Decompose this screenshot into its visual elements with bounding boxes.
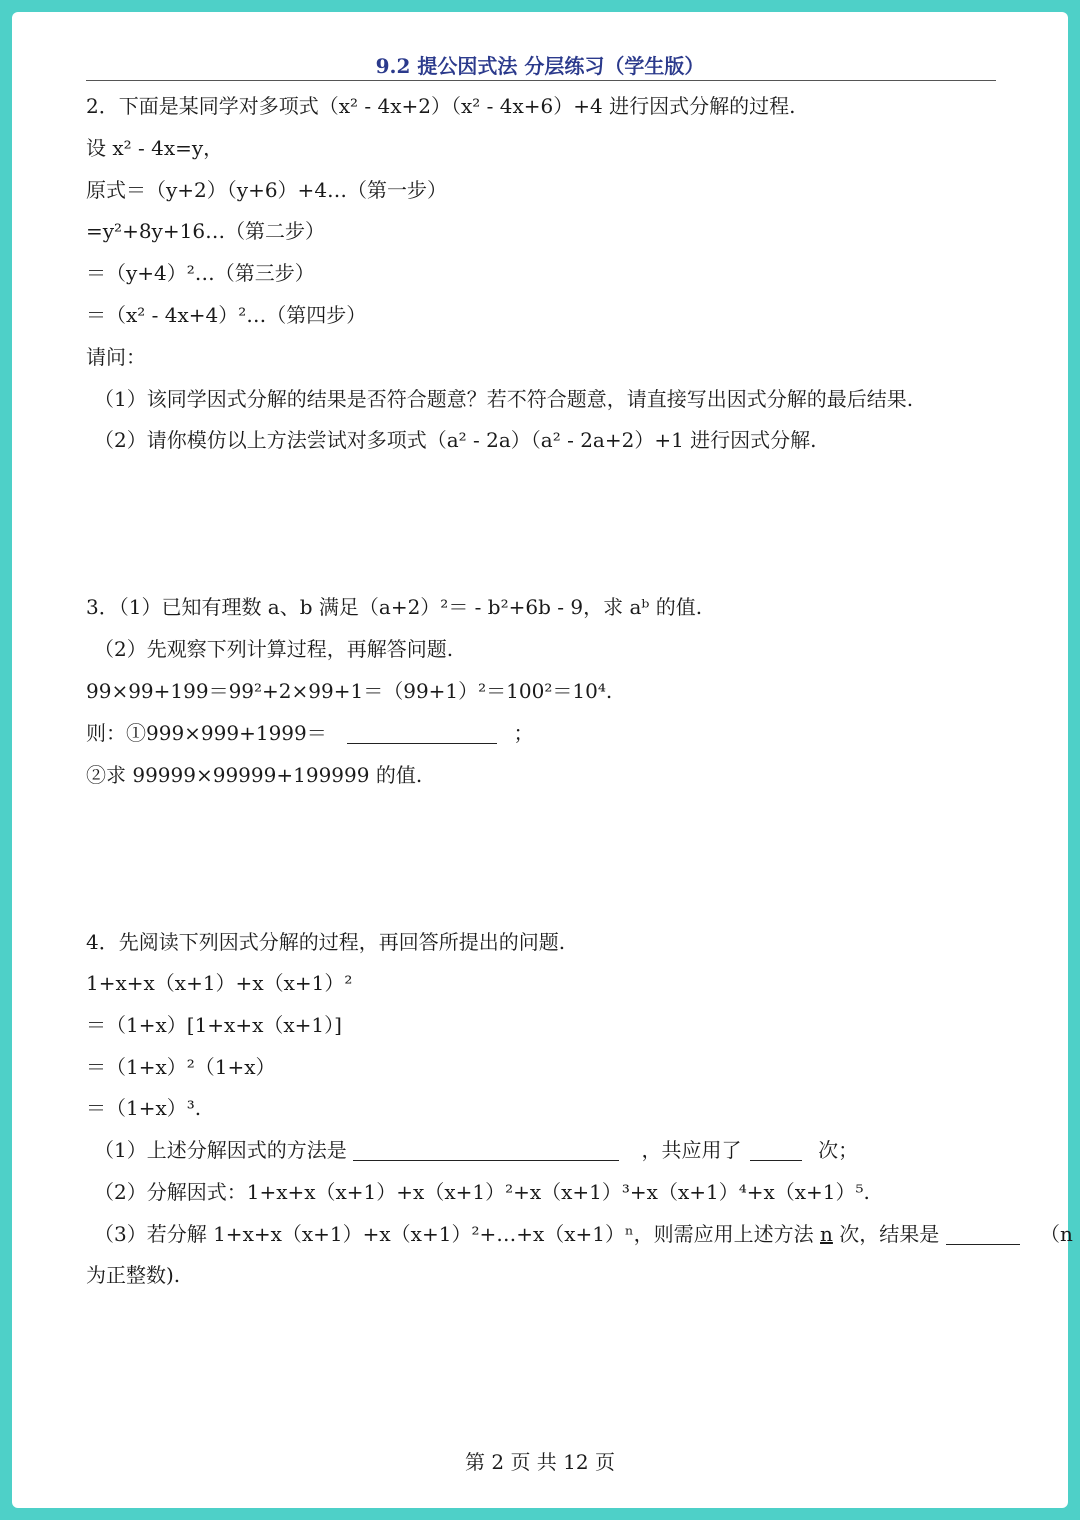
problem4-line-5: ＝（1+x）³.	[86, 1096, 202, 1120]
problem4-question-1	[94, 1137, 858, 1163]
answer-blank-1[interactable]	[347, 723, 497, 744]
problem3-line-1: 3．（1）已知有理数 a、b 满足（a+2）²＝ - b²+6b - 9，求 aᵇ 的值.	[86, 595, 703, 619]
problem3-line-4-prefix: 则：①999×999+1999＝	[86, 721, 327, 745]
problem4-line-2: 1+x+x（x+1）+x（x+1）²	[86, 971, 353, 995]
problem4-q3-suffix: （n	[1040, 1222, 1073, 1246]
problem4-q1-prefix: （1）上述分解因式的方法是	[94, 1138, 347, 1162]
answer-blank-method[interactable]	[353, 1140, 619, 1161]
problem2-line-3: 原式＝（y+2）（y+6）+4…（第一步）	[86, 178, 448, 202]
problem4-line-4: ＝（1+x）²（1+x）	[86, 1055, 276, 1079]
document-page	[12, 12, 1073, 1508]
problem2-line-4: =y²+8y+16…（第二步）	[86, 219, 326, 243]
page-header-title: 9.2 提公因式法 分层练习（学生版）	[375, 54, 705, 78]
problem2-line-7: 请问：	[86, 345, 146, 369]
problem4-question-3	[94, 1221, 1073, 1247]
problem4-line-3: ＝（1+x）[1+x+x（x+1）]	[86, 1013, 342, 1037]
problem4-question-2: （2）分解因式：1+x+x（x+1）+x（x+1）²+x（x+1）³+x（x+1）⁴+x（x+1）⁵.	[94, 1180, 870, 1204]
page-footer: 第 2 页 共 12 页	[465, 1450, 615, 1474]
problem3-line-5: ②求 99999×99999+199999 的值.	[86, 763, 423, 787]
problem2-line-2: 设 x² - 4x=y，	[86, 136, 224, 160]
problem4-line-1: 4．先阅读下列因式分解的过程，再回答所提出的问题.	[86, 930, 566, 954]
problem3-line-3: 99×99+199＝99²+2×99+1＝（99+1）²＝100²＝10⁴.	[86, 679, 613, 703]
answer-blank-count[interactable]	[750, 1140, 802, 1161]
answer-blank-result[interactable]	[946, 1224, 1020, 1245]
problem4-q3-n: n	[820, 1222, 833, 1246]
problem2-line-1: 2．下面是某同学对多项式（x² - 4x+2）（x² - 4x+6）+4 进行因式分解的过程.	[86, 94, 796, 118]
problem2-line-6: ＝（x² - 4x+4）²…（第四步）	[86, 303, 367, 327]
problem4-q3-middle: 次，结果是	[832, 1222, 940, 1246]
header-rule	[86, 80, 996, 81]
problem2-question-1: （1）该同学因式分解的结果是否符合题意？若不符合题意，请直接写出因式分解的最后结果.	[94, 387, 914, 411]
problem3-line-2: （2）先观察下列计算过程，再解答问题.	[94, 637, 454, 661]
problem4-q3-prefix: （3）若分解 1+x+x（x+1）+x（x+1）²+…+x（x+1）ⁿ，则需应用上述方法	[94, 1222, 821, 1246]
problem2-question-2: （2）请你模仿以上方法尝试对多项式（a² - 2a）（a² - 2a+2）+1 进行因式分解.	[94, 428, 817, 452]
problem3-line-4-suffix: ；	[513, 721, 534, 745]
problem2-line-5: ＝（y+4）²…（第三步）	[86, 261, 315, 285]
problem4-question-3-cont: 为正整数).	[86, 1263, 181, 1287]
problem3-line-4	[86, 720, 533, 746]
problem4-q1-suffix: 次；	[818, 1138, 859, 1162]
problem4-q1-middle: ，共应用了	[641, 1138, 742, 1162]
